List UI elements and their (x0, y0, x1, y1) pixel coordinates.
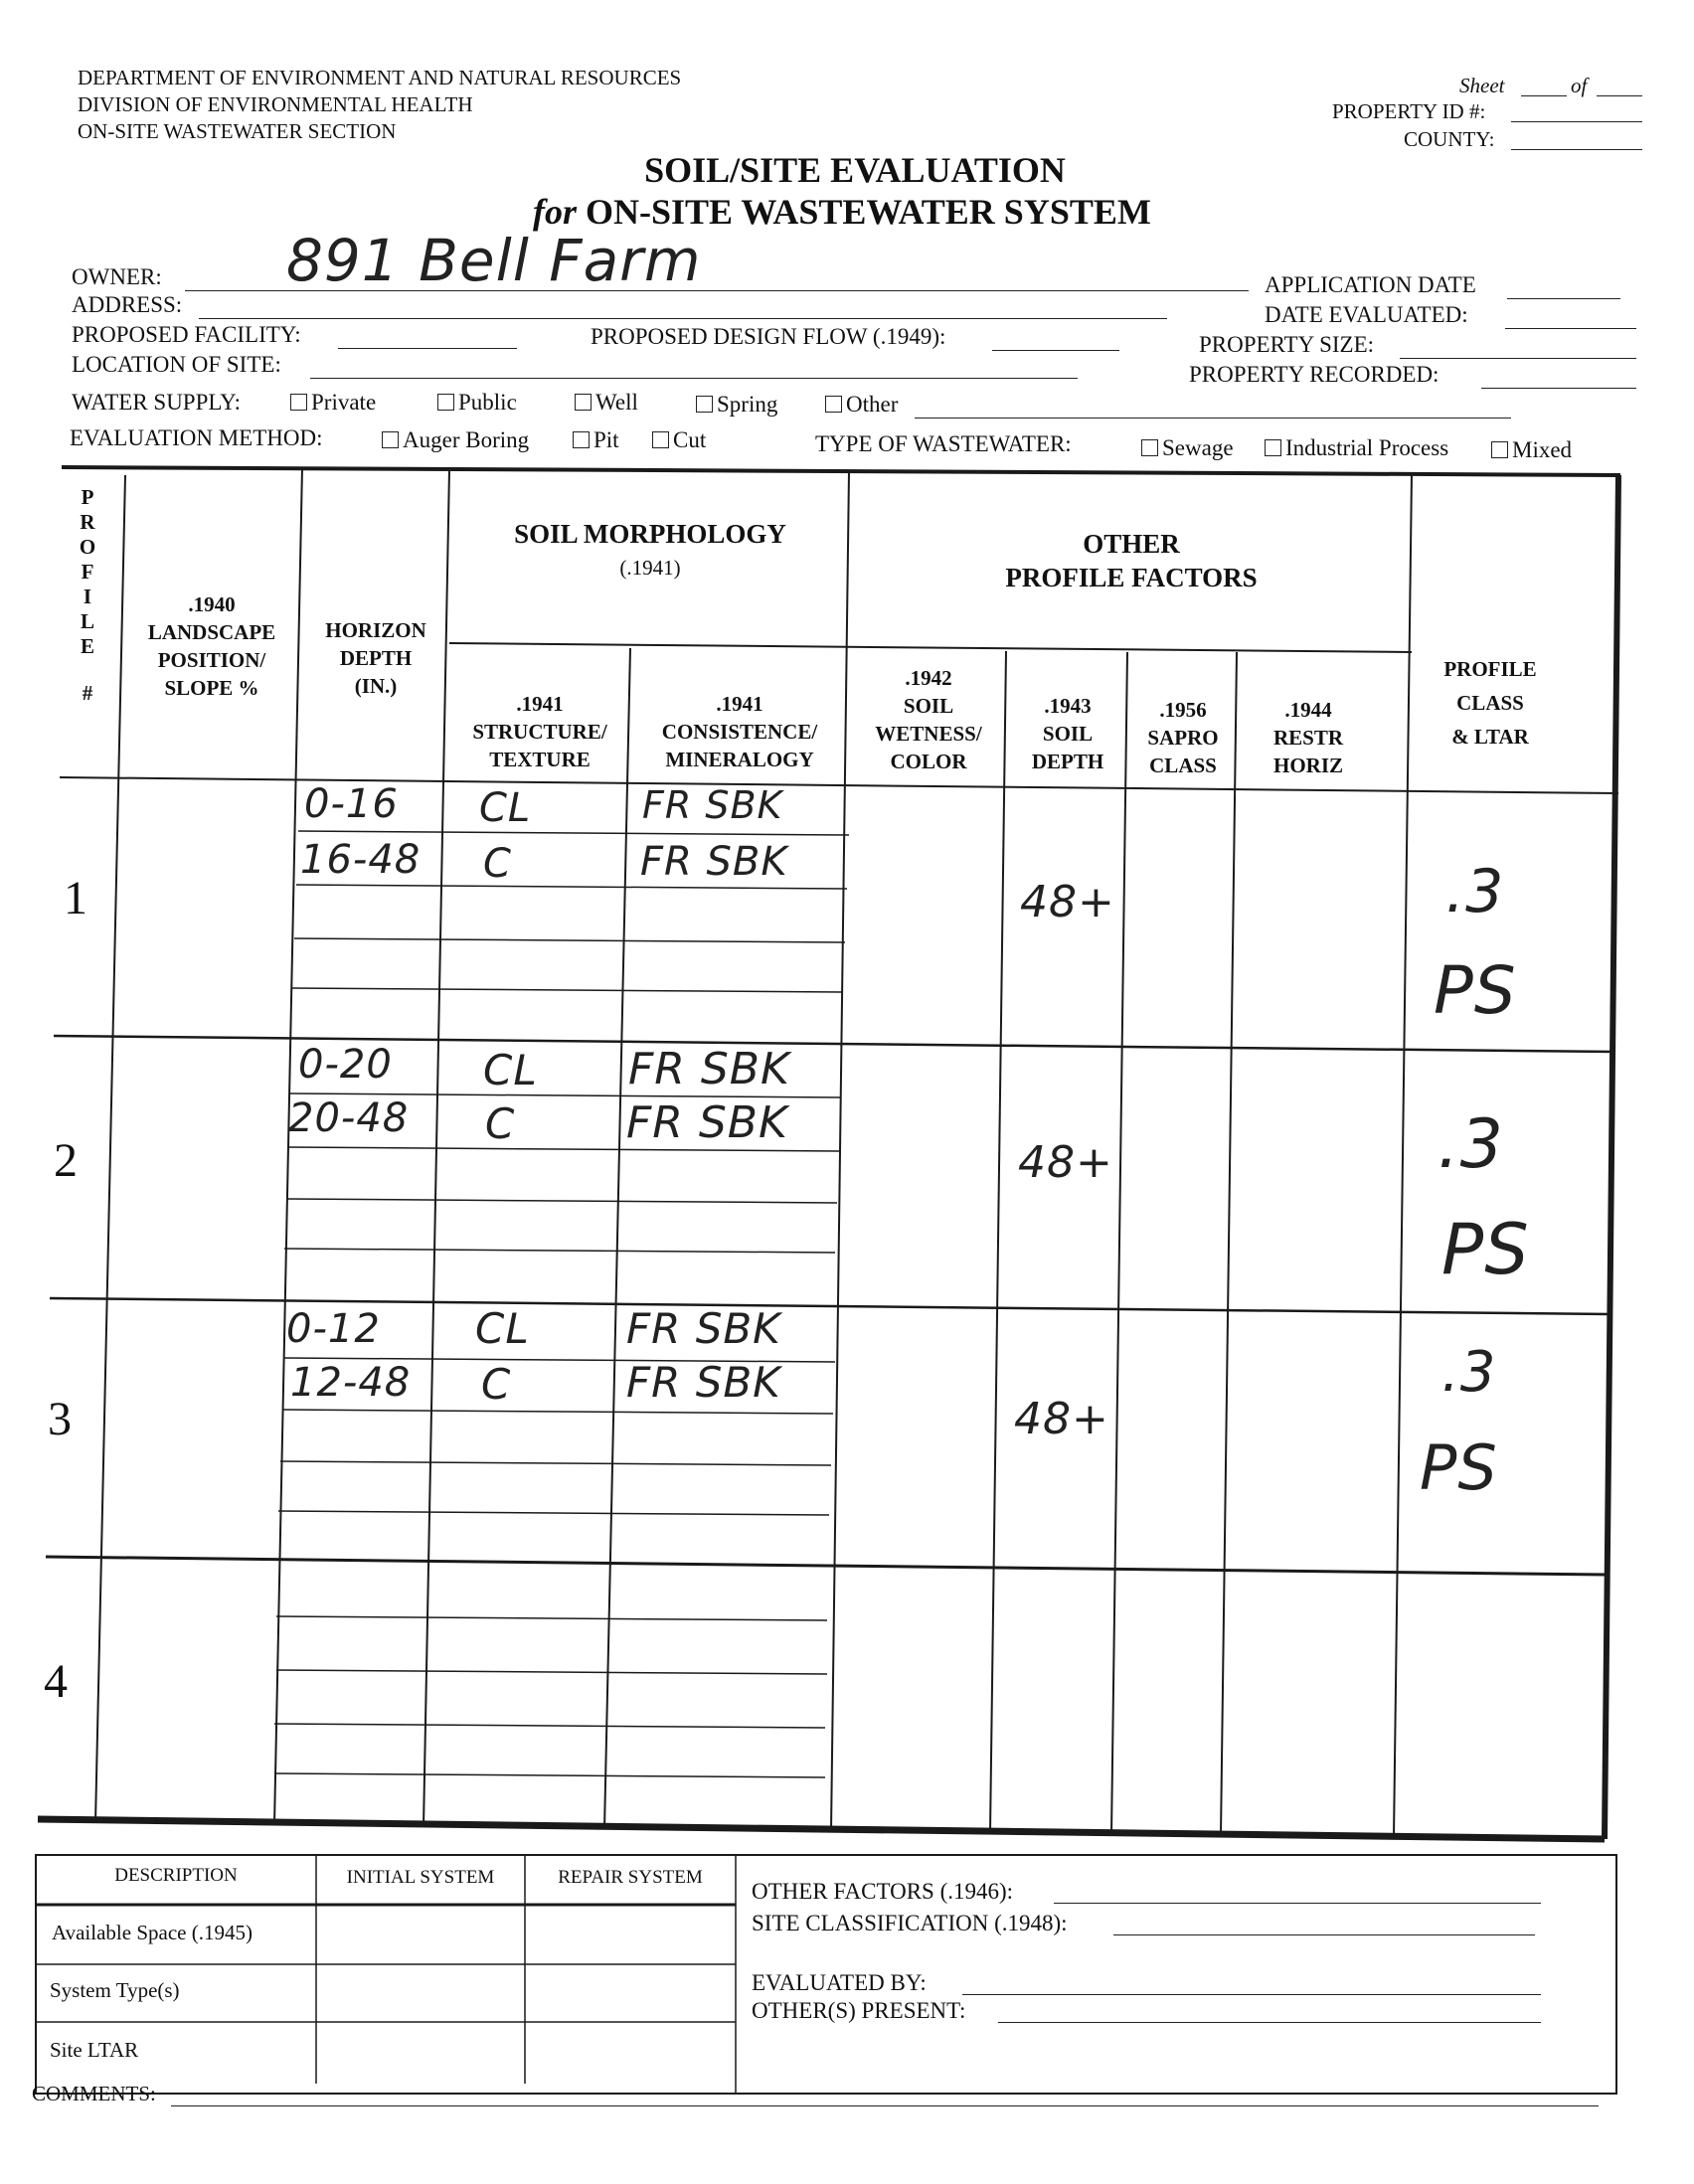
p1-depth-2: 16-48 (300, 837, 422, 883)
profile-letter: I (83, 585, 92, 608)
restr-code: .1944 (1284, 698, 1332, 722)
wetness-color: COLOR (890, 750, 967, 773)
p2-consistence-1: FR SBK (628, 1044, 790, 1094)
site-ltar-label: Site LTAR (50, 2038, 139, 2062)
p1-class: PS (1434, 952, 1517, 1029)
structure-header (451, 690, 628, 773)
property-size-label: PROPERTY SIZE: (1199, 332, 1375, 357)
p3-ltar: .3 (1441, 1340, 1497, 1405)
p2-consistence-2: FR SBK (626, 1097, 788, 1148)
address-label: ADDRESS: (72, 292, 183, 317)
public-option: Public (458, 390, 517, 415)
sewage-option: Sewage (1162, 435, 1234, 460)
cut-option: Cut (673, 427, 707, 452)
profile-number: 1 (64, 872, 87, 924)
profile-class-ltar: & LTAR (1451, 725, 1529, 749)
landscape-title: LANDSCAPE (147, 620, 276, 644)
comments-field[interactable] (171, 2105, 1599, 2106)
structure-code: .1941 (516, 692, 564, 716)
profile-number: 3 (48, 1393, 72, 1445)
sheet-label: Sheet (1459, 74, 1505, 97)
profile-letter: P (81, 485, 94, 509)
restr-horiz: HORIZ (1272, 754, 1343, 777)
agency-line-1: DEPARTMENT OF ENVIRONMENT AND NATURAL RESOURCES (78, 66, 682, 89)
soil-morphology-code: (.1941) (619, 556, 681, 580)
p2-ltar: .3 (1438, 1105, 1504, 1184)
p1-consistence-2: FR SBK (640, 839, 788, 885)
p3-soil-depth: 48+ (1014, 1394, 1109, 1444)
table-bottom-border (38, 1819, 1605, 1839)
landscape-code: .1940 (188, 592, 236, 616)
profile-hash: # (82, 681, 93, 705)
repair-system-header: REPAIR SYSTEM (558, 1867, 703, 1888)
initial-system-header: INITIAL SYSTEM (346, 1867, 495, 1888)
property-id-label: PROPERTY ID #: (1332, 99, 1486, 123)
p2-soil-depth: 48+ (1018, 1137, 1113, 1188)
horizon-title: HORIZON (325, 618, 426, 642)
wetness-header (851, 664, 1006, 775)
p3-texture-1: CL (475, 1304, 530, 1353)
restr-title: RESTR (1272, 726, 1344, 750)
p3-class: PS (1420, 1431, 1498, 1504)
soil-morphology-header (451, 517, 849, 585)
date-evaluated-label: DATE EVALUATED: (1265, 302, 1468, 327)
p3-depth-2: 12-48 (290, 1360, 412, 1406)
consistence-title: CONSISTENCE/ (661, 720, 818, 744)
p1-texture-1: CL (479, 785, 532, 831)
sapro-title: SAPRO (1147, 726, 1219, 750)
other-factors-field[interactable] (1054, 1903, 1541, 1904)
soil-depth-title: DEPTH (1031, 750, 1104, 773)
evaluated-by-label: EVALUATED BY: (752, 1970, 927, 1995)
profile-letter: E (80, 634, 94, 658)
p2-texture-2: C (485, 1099, 516, 1148)
p1-texture-2: C (483, 841, 512, 887)
comments-label: COMMENTS: (32, 2082, 156, 2105)
other-factors-header (851, 527, 1412, 594)
profile-number: 4 (44, 1655, 68, 1708)
p2-depth-2: 20-48 (288, 1095, 410, 1141)
soil-depth-header (1008, 692, 1127, 775)
p1-soil-depth: 48+ (1020, 877, 1115, 927)
other-option: Other (846, 392, 899, 417)
sapro-header (1129, 696, 1237, 779)
agency-line-2: DIVISION OF ENVIRONMENTAL HEALTH (78, 92, 473, 116)
mixed-option: Mixed (1512, 437, 1573, 462)
p1-depth-1: 0-16 (304, 781, 399, 827)
structure-title: STRUCTURE/ (472, 720, 607, 744)
form-title: SOIL/SITE EVALUATION (644, 150, 1066, 190)
profile-letter: O (79, 535, 96, 559)
other-word: OTHER (1083, 529, 1180, 559)
county-label: COUNTY: (1404, 127, 1495, 151)
sheet-of-label: of (1571, 74, 1588, 97)
wetness-soil: SOIL (903, 694, 954, 718)
p2-depth-1: 0-20 (298, 1042, 393, 1088)
horizon-header (304, 616, 447, 700)
owner-label: OWNER: (72, 264, 162, 289)
wetness-code: .1942 (905, 666, 952, 690)
p2-texture-1: CL (483, 1046, 538, 1094)
structure-texture: TEXTURE (489, 748, 591, 771)
agency-line-3: ON-SITE WASTEWATER SECTION (78, 119, 397, 143)
landscape-position: POSITION/ (157, 648, 266, 672)
wastewater-type-label: TYPE OF WASTEWATER: (815, 431, 1072, 456)
evaluation-method-label: EVALUATION METHOD: (70, 425, 323, 450)
evaluated-by-field[interactable] (962, 1994, 1541, 1995)
profile-class-title: PROFILE (1443, 657, 1537, 681)
sapro-class: CLASS (1149, 754, 1217, 777)
design-flow-label: PROPOSED DESIGN FLOW (.1949): (591, 324, 946, 349)
sapro-code: .1956 (1159, 698, 1207, 722)
for-word: for (533, 192, 577, 232)
p2-class: PS (1441, 1209, 1530, 1290)
well-option: Well (595, 390, 638, 415)
profile-vertical-header (70, 485, 105, 706)
p1-consistence-1: FR SBK (642, 783, 783, 827)
landscape-header (127, 590, 296, 702)
profile-letter: L (80, 609, 94, 633)
horizon-depth: DEPTH (339, 646, 413, 670)
profile-letter: R (80, 510, 95, 534)
industrial-option: Industrial Process (1285, 435, 1449, 460)
profile-class-header (1416, 652, 1565, 754)
wetness-title: WETNESS/ (875, 722, 982, 746)
water-supply-label: WATER SUPPLY: (72, 390, 242, 415)
p3-consistence-2: FR SBK (626, 1358, 781, 1407)
pit-option: Pit (593, 427, 619, 452)
profile-letter: F (81, 560, 94, 584)
profile-factors-word: PROFILE FACTORS (1005, 563, 1258, 592)
description-header: DESCRIPTION (114, 1865, 238, 1886)
available-space-label: Available Space (.1945) (52, 1921, 253, 1944)
auger-option: Auger Boring (403, 427, 530, 452)
form-subtitle-text: ON-SITE WASTEWATER SYSTEM (586, 192, 1151, 232)
p1-ltar: .3 (1445, 857, 1505, 926)
table-right-border (1605, 475, 1618, 1839)
restr-header (1239, 696, 1378, 779)
consistence-header (632, 690, 847, 773)
spring-option: Spring (717, 392, 778, 417)
consistence-code: .1941 (716, 692, 763, 716)
application-date-label: APPLICATION DATE (1265, 272, 1476, 297)
proposed-facility-label: PROPOSED FACILITY: (72, 322, 301, 347)
property-recorded-label: PROPERTY RECORDED: (1189, 362, 1440, 387)
others-present-field[interactable] (998, 2022, 1541, 2023)
profile-number: 2 (54, 1134, 78, 1187)
p3-consistence-1: FR SBK (626, 1304, 781, 1353)
table-top-border (62, 467, 1620, 475)
profile-class-class: CLASS (1456, 691, 1524, 715)
consistence-mineralogy: MINERALOGY (665, 748, 814, 771)
site-classification-field[interactable] (1113, 1934, 1535, 1935)
p3-texture-2: C (481, 1360, 512, 1409)
soil-depth-soil: SOIL (1042, 722, 1094, 746)
soil-depth-code: .1943 (1044, 694, 1092, 718)
other-factors-label: OTHER FACTORS (.1946): (752, 1879, 1014, 1904)
system-types-label: System Type(s) (50, 1978, 180, 2002)
location-label: LOCATION OF SITE: (72, 352, 281, 377)
horizon-units: (IN.) (354, 674, 398, 698)
p3-depth-1: 0-12 (286, 1306, 381, 1352)
site-classification-label: SITE CLASSIFICATION (.1948): (752, 1911, 1068, 1935)
owner-value: 891 Bell Farm (286, 227, 702, 294)
landscape-slope: SLOPE % (164, 676, 259, 700)
private-option: Private (311, 390, 377, 415)
others-present-label: OTHER(S) PRESENT: (752, 1998, 966, 2023)
soil-morphology-title: SOIL MORPHOLOGY (514, 519, 786, 549)
